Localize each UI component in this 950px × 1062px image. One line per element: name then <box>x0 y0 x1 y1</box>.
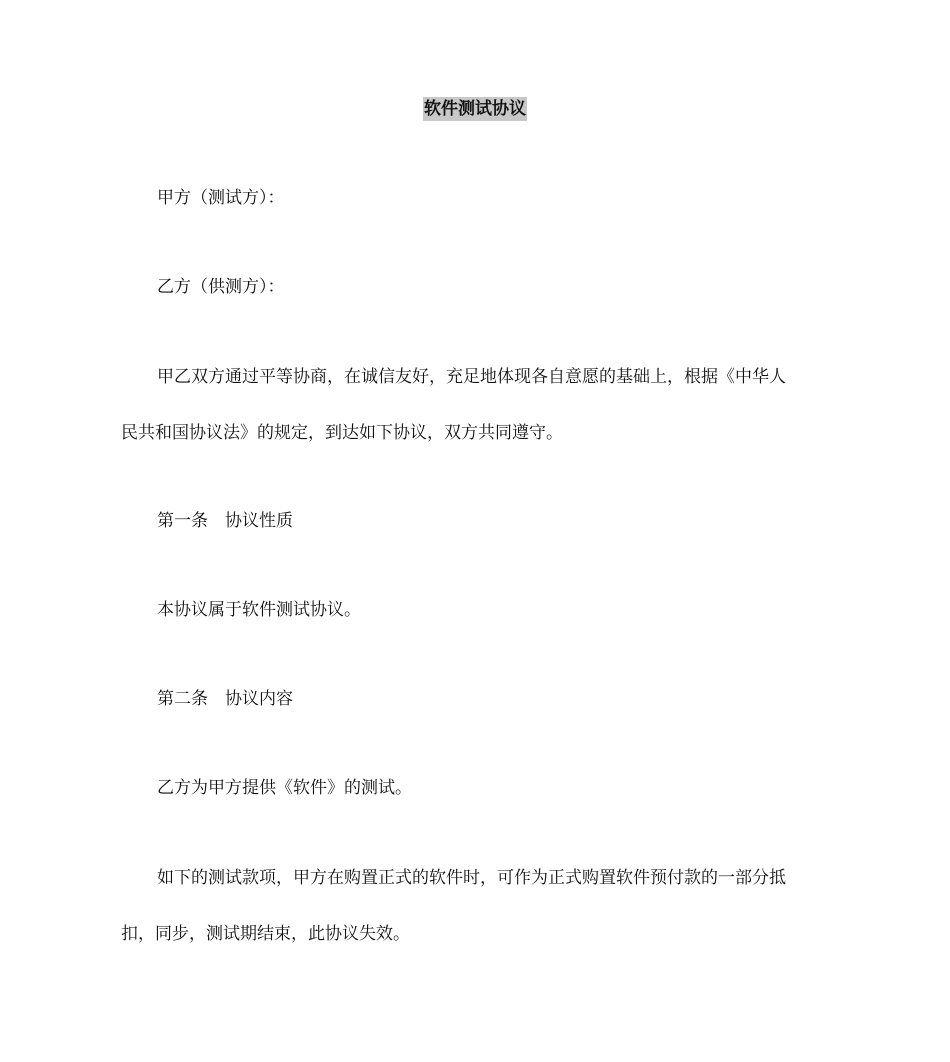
title-wrap <box>0 97 950 121</box>
party-b-line: 乙方（供测方）： <box>157 277 285 297</box>
payment-line-2: 扣，同步，测试期结束，此协议失效。 <box>121 924 410 944</box>
article-2-body-line: 乙方为甲方提供《软件》的测试。 <box>157 778 412 798</box>
preamble-line-2: 民共和国协议法》的规定，到达如下协议，双方共同遵守。 <box>121 423 563 443</box>
article-1-heading-line: 第一条 协议性质 <box>157 511 293 531</box>
preamble-line-1: 甲乙双方通过平等协商，在诚信友好，充足地体现各自意愿的基础上，根据《中华人 <box>157 367 786 387</box>
article-2-heading <box>121 671 837 727</box>
preamble-paragraph <box>121 349 837 461</box>
article-1-heading <box>121 493 837 549</box>
party-a-paragraph <box>121 170 837 226</box>
payment-paragraph <box>121 850 837 962</box>
payment-line-1: 如下的测试款项，甲方在购置正式的软件时，可作为正式购置软件预付款的一部分抵 <box>157 868 786 888</box>
article-2-heading-line: 第二条 协议内容 <box>157 689 293 709</box>
party-a-line: 甲方（测试方）： <box>157 188 285 208</box>
article-1-body-line: 本协议属于软件测试协议。 <box>157 600 361 620</box>
article-1-body <box>121 582 837 638</box>
party-b-paragraph <box>121 259 837 315</box>
article-2-body <box>121 760 837 816</box>
document-title[interactable]: 软件测试协议 <box>424 99 526 119</box>
